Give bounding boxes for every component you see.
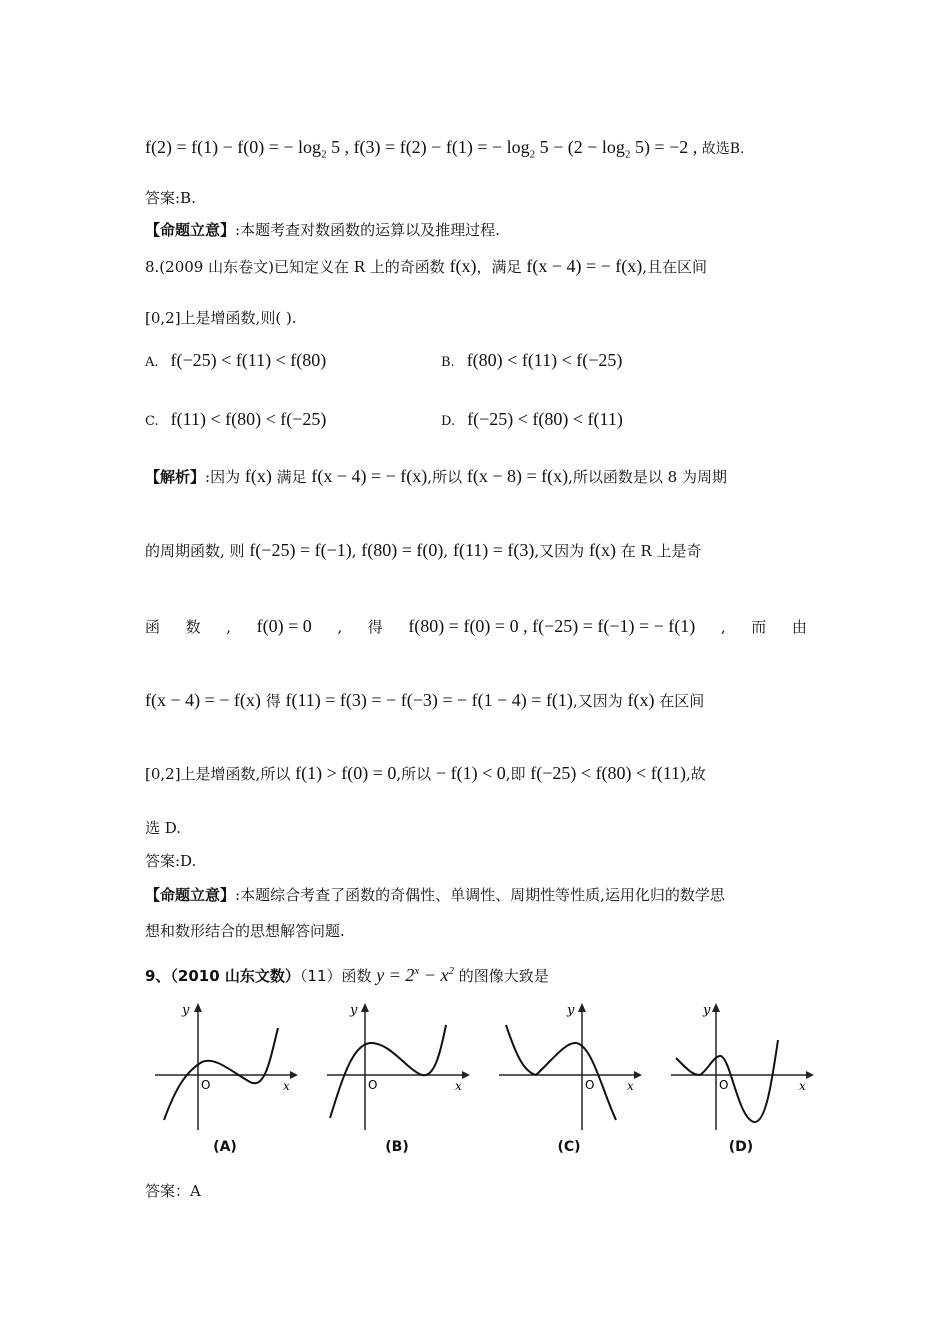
graph-b — [322, 1000, 472, 1165]
x-label: x — [799, 1079, 806, 1093]
curve-c — [506, 1025, 616, 1120]
origin-label: O — [368, 1078, 378, 1092]
solution-line-2: 的周期函数, 则 f(−25) = f(−1), f(80) = f(0), f(11) = f(3),又因为 f(x) 在 R 上是奇 — [145, 540, 702, 560]
x-label: x — [455, 1079, 462, 1093]
graph-c-plot — [494, 1000, 644, 1135]
graph-d — [666, 1000, 816, 1165]
y-axis-arrow — [361, 1003, 369, 1012]
option-b: B. f(80) < f(11) < f(−25) — [441, 350, 623, 370]
graph-a — [150, 1000, 300, 1165]
graph-b-plot — [322, 1000, 472, 1135]
y-axis-arrow — [194, 1003, 202, 1012]
caption-c: (C) — [557, 1139, 581, 1155]
intent-2-line1: 【命题立意】:本题综合考查了函数的奇偶性、单调性、周期性等性质,运用化归的数学思 — [145, 886, 725, 904]
x-axis-arrow — [290, 1071, 298, 1079]
solution-line-1: 【解析】:因为 f(x) 满足 f(x − 4) = − f(x),所以 f(x − 8) = f(x),所以函数是以 8 为周期 — [145, 466, 727, 486]
option-d: D. f(−25) < f(80) < f(11) — [441, 409, 623, 429]
x-axis-arrow — [806, 1071, 814, 1079]
y-label: y — [567, 1003, 575, 1018]
q8-stem-line2: [0,2]上是增函数,则( ). — [145, 309, 297, 327]
x-label: x — [283, 1079, 290, 1093]
q9-stem: 9、（2010 山东文数）（11）函数 $y = 2^x - x^2$ 的图像大致是 — [145, 965, 549, 985]
x-axis-arrow — [634, 1071, 642, 1079]
graph-d-plot — [666, 1000, 816, 1135]
q8-stem-line1: 8.(2009 山东卷文)已知定义在 R 上的奇函数 f(x)，满足 f(x − 4) = − f(x),且在区间 — [145, 256, 708, 276]
caption-a: (A) — [213, 1139, 237, 1155]
answer-d: 答案:D. — [145, 852, 197, 870]
solution-line-logs: f(2) = f(1) − f(0) = − $\log_2 5$ , f(3) = f(2) − f(1) = − $\log_2 5 - (2 - \log_2 5) = -2$ , 故选B. — [145, 137, 745, 161]
origin-label: O — [585, 1078, 595, 1092]
y-axis-arrow — [712, 1003, 720, 1012]
caption-b: (B) — [385, 1139, 409, 1155]
y-label: y — [182, 1003, 190, 1018]
option-a: A. f(−25) < f(11) < f(80) — [145, 350, 327, 370]
answer-a: 答案：A — [145, 1182, 201, 1200]
curve-b — [330, 1025, 446, 1118]
x-label: x — [627, 1079, 634, 1093]
solution-line-5: [0,2]上是增函数,所以 f(1) > f(0) = 0,所以 − f(1) < 0,即 f(−25) < f(80) < f(11),故 — [145, 763, 706, 783]
origin-label: O — [719, 1078, 729, 1092]
y-label: y — [350, 1003, 358, 1018]
answer-b: 答案:B. — [145, 189, 196, 207]
solution-line-3: 函 数 , f(0) = 0 , 得 f(80) = f(0) = 0 , f(−25) = f(−1) = − f(1) , 而 由 — [145, 616, 807, 636]
y-axis-arrow — [578, 1003, 586, 1012]
intent-1: 【命题立意】:本题考查对数函数的运算以及推理过程. — [145, 221, 500, 239]
option-c: C. f(11) < f(80) < f(−25) — [145, 409, 327, 429]
graph-c — [494, 1000, 644, 1165]
solution-line-4: f(x − 4) = − f(x) 得 f(11) = f(3) = − f(−3) = − f(1 − 4) = f(1),又因为 f(x) 在区间 — [145, 690, 705, 710]
caption-d: (D) — [728, 1139, 754, 1155]
origin-label: O — [201, 1078, 211, 1092]
solution-line-6: 选 D. — [145, 819, 182, 837]
intent-2-line2: 想和数形结合的思想解答问题. — [145, 922, 345, 940]
graph-a-plot — [150, 1000, 300, 1135]
curve-a — [164, 1028, 278, 1120]
y-label: y — [703, 1003, 711, 1018]
x-axis-arrow — [462, 1071, 470, 1079]
